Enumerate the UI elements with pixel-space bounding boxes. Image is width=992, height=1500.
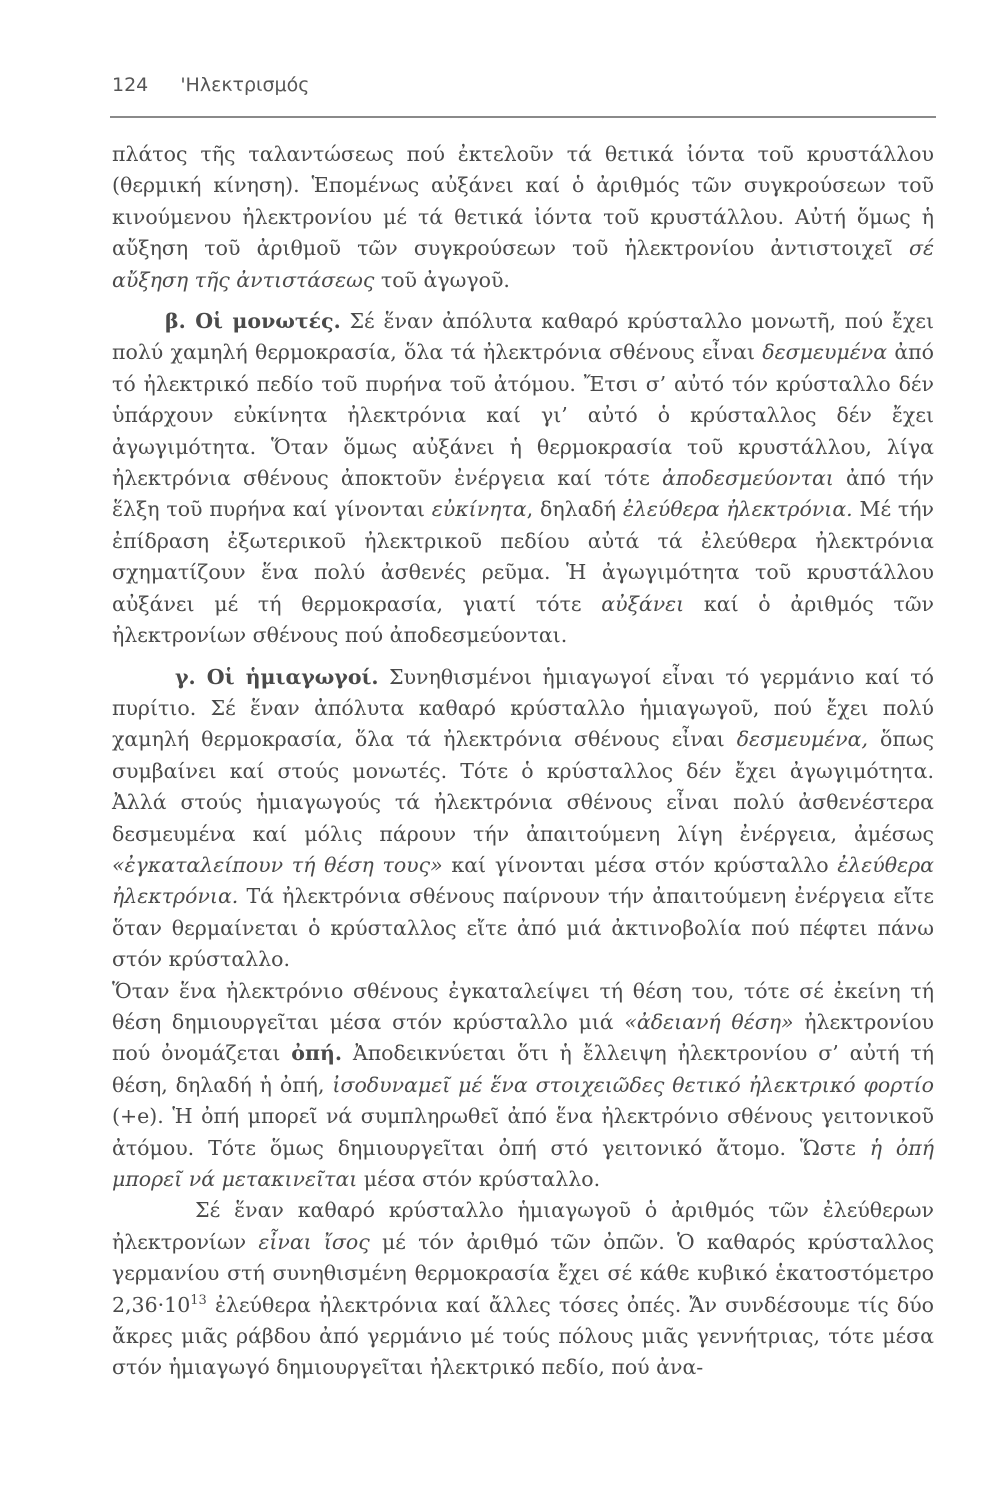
text-run: ἐλεύθερα ἠλεκτρόνια καί ἄλλες τόσες ὀπές. Ἄν συνδέσουμε τίς δύο ἄκρες μιᾶς ράβδου ἀπό γερμάνιο μέ τούς πόλους μιᾶς γεννήτριας, τότε μέσα στόν ἡμιαγωγό δημιουργεῖται ἠλεκτρικό πεδίο, πού ἀνα- <box>112 1292 934 1380</box>
emphasis: ἀποδεσμεύονται <box>662 466 834 491</box>
emphasis: «ἐγκαταλείπουν τή θέση τους» <box>112 852 443 877</box>
paragraph-holes <box>112 976 934 1196</box>
chapter-title: 'Ηλεκτρισμός <box>180 74 310 96</box>
text-run: ὅπως συμβαίνει καί στούς μονωτές. Τότε ὁ κρύσταλλος δέν ἔχει ἀγωγιμότητα. Ἀλλά στούς ἡμιαγωγούς τά ἠλεκτρόνια σθένους εἶναι πολύ ἀσθενέστερα δεσμευμένα καί μόλις πάρουν τήν ἀπαιτούμενη λίγη ἐνέργεια, ἀμέσως <box>112 727 934 846</box>
text-run: ἀπό τό ἠλεκτρικό πεδίο τοῦ πυρήνα τοῦ ἀτόμου. Ἔτσι σ’ αὐτό τόν κρύσταλλο δέν ὑπάρχουν εὐκίνητα ἠλεκτρόνια καί γι’ αὐτό ὁ κρύσταλλος δέν ἔχει ἀγωγιμότητα. Ὅταν ὅμως αὐξάνει ἡ θερμοκρασία τοῦ κρυστάλλου, λίγα ἠλεκτρόνια σθένους ἀποκτοῦν ἐνέργεια καί τότε <box>112 340 934 491</box>
header-rule <box>110 116 936 118</box>
emphasis: ἐλεύθερα ἠλεκτρόνια. <box>112 852 934 909</box>
text-run: Συνηθισμένοι ἡμιαγωγοί εἶναι τό γερμάνιο καί τό πυρίτιο. Σέ ἕναν ἀπόλυτα καθαρό κρύσταλλο ἡμιαγωγοῦ, πού ἔχει πολύ χαμηλή θερμοκρασία, ὅλα τά ἠλεκτρόνια σθένους εἶναι <box>112 664 934 752</box>
page-number: 124 <box>112 74 149 96</box>
body-text <box>112 139 934 1384</box>
text-run: Ἀποδεικνύεται ὅτι ἡ ἔλλειψη ἠλεκτρονίου σ’ αὐτή τή θέση, δηλαδή ἡ ὀπή, <box>112 1041 934 1097</box>
emphasis: «ἀδειανή θέση» <box>624 1009 794 1034</box>
paragraph-germanium <box>112 1195 934 1383</box>
text-run: ἠλεκτρονίου πού ὀνομάζεται <box>112 1009 935 1066</box>
text-run: Μέ τήν ἐπίδραση ἐξωτερικοῦ ἠλεκτρικοῦ πεδίου αὐτά τά ἐλεύθερα ἠλεκτρόνια σχηματίζουν ἕνα πολύ ἀσθενές ρεῦμα. Ἡ ἀγωγιμότητα τοῦ κρυστάλλου αὐξάνει μέ τή θερμοκρασία, γιατί τότε <box>112 497 934 616</box>
text-run: τοῦ ἀγωγοῦ. <box>374 267 510 292</box>
text-run: , δηλαδή <box>526 497 623 522</box>
emphasis: εὐκίνητα <box>431 497 527 522</box>
text-run: μέ τόν ἀριθμό τῶν ὀπῶν. Ὁ καθαρός κρύσταλλος γερμανίου στή συνηθισμένη θερμοκρασία ἔχει σέ κάθε κυβικό ἑκατοστόμετρο 2,36·10 <box>112 1229 934 1317</box>
text-run: Ὅταν ἕνα ἠλεκτρόνιο σθένους ἐγκαταλείψει τή θέση του, τότε σέ ἐκείνη τή θέση δημιουργεῖται μέσα στόν κρύσταλλο μιά <box>112 978 934 1034</box>
emphasis: ἡ ὀπή μπορεῖ νά μετακινεῖται <box>112 1135 934 1191</box>
paragraph-insulators <box>112 306 934 651</box>
text-run: μέσα στόν κρύσταλλο. <box>357 1167 601 1191</box>
section-heading-insulators: β. Οἱ μονωτές. <box>165 309 341 334</box>
emphasis: δεσμευμένα, <box>736 727 868 752</box>
exponent: 13 <box>190 1292 207 1308</box>
emphasis: εἶναι ἴσος <box>258 1229 370 1254</box>
text-run: Σέ ἕναν ἀπόλυτα καθαρό κρύσταλλο μονωτῆ, πού ἔχει πολύ χαμηλή θερμοκρασία, ὅλα τά ἠλεκτρόνια σθένους εἶναι <box>112 309 934 365</box>
emphasis: δεσμευμένα <box>762 340 888 365</box>
emphasis: ἰσοδυναμεῖ μέ ἕνα στοιχειῶδες θετικό ἠλεκτρικό φορτίο <box>332 1072 934 1097</box>
paragraph-semiconductors <box>112 662 934 976</box>
text-run: ἀπό τήν ἕλξη τοῦ πυρήνα καί γίνονται <box>112 466 934 522</box>
emphasis: σέ αὔξηση τῆς ἀντιστάσεως <box>112 236 934 292</box>
text-run: Σέ ἕναν καθαρό κρύσταλλο ἡμιαγωγοῦ ὁ ἀριθμός τῶν ἐλεύθερων ἠλεκτρονίων <box>112 1198 934 1254</box>
text-run: (+e). Ἡ ὀπή μπορεῖ νά συμπληρωθεῖ ἀπό ἕνα ἠλεκτρόνιο σθένους γειτονικοῦ ἀτόμου. Τότε ὅμως δημιουργεῖται ὀπή στό γειτονικό ἄτομο. Ὥστε <box>112 1104 934 1160</box>
section-heading-semiconductors: γ. Οἱ ἡμιαγωγοί. <box>174 664 379 689</box>
emphasis: ἐλεύθερα ἠλεκτρόνια. <box>622 497 853 522</box>
bold-term: ὀπή. <box>291 1041 343 1066</box>
text-run: Τά ἠλεκτρόνια σθένους παίρνουν τήν ἀπαιτούμενη ἐνέργεια εἴτε ὅταν θερμαίνεται ὁ κρύσταλλος εἴτε ἀπό μιά ἀκτινοβολία πού πέφτει πάνω στόν κρύσταλλο. <box>112 884 934 972</box>
paragraph-1 <box>112 139 934 296</box>
text-run: πλάτος τῆς ταλαντώσεως πού ἐκτελοῦν τά θετικά ἰόντα τοῦ κρυστάλλου (θερμική κίνηση). Ἑπομένως αὐξάνει καί ὁ ἀριθμός τῶν συγκρούσεων τοῦ κινούμενου ἠλεκτρονίου μέ τά θετικά ἰόντα τοῦ κρυστάλλου. Αὐτή ὅμως ἡ αὔξηση τοῦ ἀριθμοῦ τῶν συγκρούσεων τοῦ ἠλεκτρονίου ἀντιστοιχεῖ <box>112 142 934 261</box>
text-run: καί ὁ ἀριθμός τῶν ἠλεκτρονίων σθένους πού ἀποδεσμεύονται. <box>112 591 934 648</box>
emphasis: αὐξάνει <box>601 591 685 616</box>
text-run: καί γίνονται μέσα στόν κρύσταλλο <box>442 852 838 877</box>
running-header <box>112 74 934 96</box>
